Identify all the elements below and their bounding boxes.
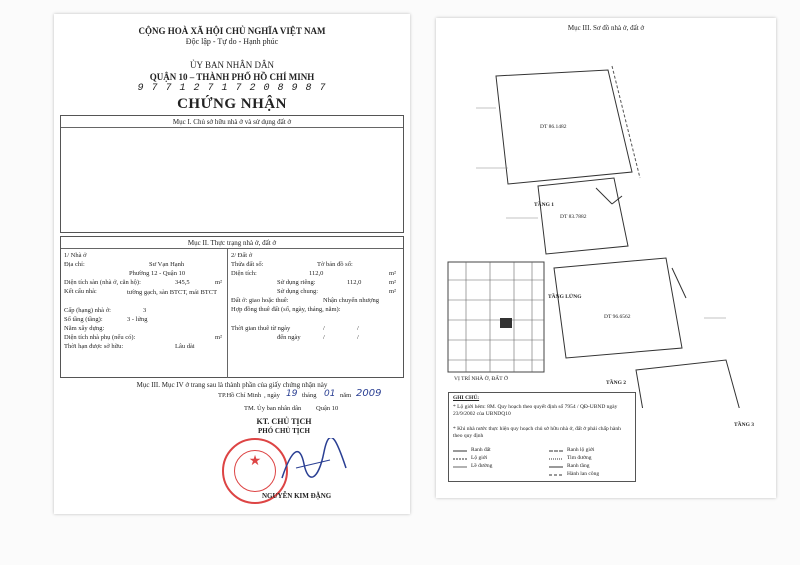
vice-chairman: PHÓ CHỦ TỊCH: [258, 427, 310, 435]
legend-swatches-2: [549, 449, 565, 483]
signature-scribble: [278, 438, 350, 486]
section-property-box: [60, 236, 404, 378]
section-owner-title: Mục I. Chủ sở hữu nhà ở và sử dụng đất ở: [172, 118, 292, 126]
notes-legend-box: [448, 392, 636, 482]
section-owner-box: [60, 115, 404, 233]
term-value: Lâu dài: [175, 343, 195, 350]
aux-area-unit: m²: [215, 334, 223, 341]
certificate-title: CHỨNG NHẬN: [177, 96, 287, 112]
floor-plan-diagram: [436, 18, 776, 408]
day-label: , ngày: [264, 392, 280, 399]
floor-area-value: 345,5: [175, 279, 190, 286]
legend-road-line: Ranh lộ giới: [567, 447, 595, 453]
private-use-label: Sử dụng riêng:: [277, 279, 316, 286]
floors-label: Số tầng (tầng):: [64, 316, 103, 323]
signing-day: 19: [286, 389, 298, 399]
legend-public-corridor: Hành lan công: [567, 471, 600, 477]
land-area-value: 112,0: [309, 270, 324, 277]
floor3-label: TẦNG 3: [734, 422, 755, 428]
legend-centerline: Tim đường: [567, 455, 592, 461]
on-behalf-of: TM. Ủy ban nhân dân: [244, 405, 302, 412]
legend-road-boundary: Lộ giới: [471, 455, 488, 461]
signing-month: 01: [324, 389, 336, 399]
date-slash: /: [357, 325, 359, 332]
signer-name: NGUYỄN KIM ĐẶNG: [262, 492, 332, 500]
legend-swatches: [453, 449, 469, 477]
ward-value: Phường 12 - Quận 10: [129, 270, 186, 277]
month-label: tháng: [302, 392, 317, 399]
divider: [61, 248, 403, 249]
floors-value: 3 - lửng: [127, 316, 148, 323]
certificate-back-page: [436, 18, 776, 498]
map-sheet-label: Tờ bản đồ số:: [317, 261, 353, 268]
floor2-label: TẦNG 2: [606, 380, 627, 386]
structure-value: tường gạch, sàn BTCT, mái BTCT: [127, 289, 218, 296]
house-heading: 1/ Nhà ở: [64, 252, 87, 259]
notes-title: GHI CHÚ:: [453, 395, 480, 401]
lease-contract-label: Hợp đồng thuê đất (số, ngày, tháng, năm):: [231, 306, 341, 313]
section-continuation-note: Mục III. Mục IV ở trang sau là thành phần của giấy chứng nhận này: [136, 381, 328, 389]
grade-value: 3: [143, 307, 147, 314]
nation-title: CỘNG HOÀ XÃ HỘI CHỦ NGHĨA VIỆT NAM: [138, 26, 326, 36]
land-area-label: Diện tích:: [231, 270, 257, 277]
grade-label: Cấp (hạng) nhà ở:: [64, 307, 111, 314]
year-label: Năm xây dựng:: [64, 325, 105, 332]
parcel-label: Thửa đất số:: [231, 261, 264, 268]
date-slash: /: [357, 334, 359, 341]
private-use-value: 112,0: [347, 279, 362, 286]
floor1-label: TẦNG 1: [534, 202, 555, 208]
serial-number: 9 7 7 1 2 7 1 7 2 0 8 9 8 7: [137, 83, 327, 94]
section-property-title: Mục II. Thực trạng nhà ở, đất ở: [187, 239, 277, 247]
legend-floor-boundary: Ranh tầng: [567, 463, 590, 469]
mezzanine-label: TẦNG LỬNG: [548, 294, 582, 300]
note-compliance: * Khi nhà nước thực hiện quy hoạch chủ sở hữu nhà ở, đất ở phải chấp hành theo quy định: [453, 426, 621, 439]
land-area-unit: m²: [389, 270, 397, 277]
legend-sidewalk: Lề đường: [471, 463, 493, 469]
address-label: Địa chỉ:: [64, 261, 85, 268]
shared-use-unit: m²: [389, 288, 397, 295]
land-origin-label: Đất ở: giao hoặc thuê:: [231, 297, 289, 304]
district-title: QUẬN 10 – THÀNH PHỐ HỒ CHÍ MINH: [149, 72, 315, 82]
divider: [61, 127, 403, 128]
shared-use-label: Sử dụng chung:: [277, 288, 319, 295]
floor-area-label: Diện tích sàn (nhà ở, căn hộ):: [64, 279, 141, 286]
signing-place: TP.Hồ Chí Minh: [218, 392, 262, 399]
kt-chairman: KT. CHỦ TỊCH: [256, 417, 312, 426]
floor1-area-label: DT 83.7882: [560, 214, 587, 220]
land-heading: 2/ Đất ở: [231, 252, 253, 259]
date-slash: /: [323, 334, 325, 341]
land-origin-value: Nhận chuyển nhượng: [323, 297, 380, 304]
signing-year: 2009: [356, 388, 382, 399]
official-seal-stamp: ★: [222, 438, 288, 504]
lease-from-label: Thời gian thuê từ ngày: [231, 325, 291, 332]
land-area-label: DT 86.1482: [540, 124, 567, 130]
divider: [227, 248, 228, 378]
address-value: Sư Vạn Hạnh: [149, 261, 185, 268]
term-label: Thời hạn được sở hữu:: [64, 343, 124, 350]
diagram-section-title: Mục III. Sơ đồ nhà ở, đất ở: [567, 24, 645, 32]
structure-label: Kết cấu nhà:: [64, 288, 97, 295]
note-planning: * Lộ giới hẻm: 8M. Quy hoạch theo quyết định số 7954 / QĐ-UBND ngày 23/9/2002 của UBNDQ10: [453, 404, 618, 417]
floor-area-unit: m²: [215, 279, 223, 286]
location-map-caption: VỊ TRÍ NHÀ Ở, ĐẤT Ở: [454, 376, 508, 382]
district-short: Quận 10: [316, 405, 339, 412]
private-use-unit: m²: [389, 279, 397, 286]
certificate-front-page: [54, 14, 410, 514]
national-motto: Độc lập - Tự do - Hạnh phúc: [185, 37, 279, 46]
lease-to-label: đến ngày: [277, 334, 301, 341]
committee-title: ỦY BAN NHÂN DÂN: [190, 60, 274, 70]
date-slash: /: [323, 325, 325, 332]
legend-land-boundary: Ranh đất: [471, 447, 491, 453]
floor2-area-label: DT 96.6562: [604, 314, 631, 320]
year-label: năm: [340, 392, 352, 399]
aux-area-label: Diện tích nhà phụ (nếu có):: [64, 334, 136, 341]
